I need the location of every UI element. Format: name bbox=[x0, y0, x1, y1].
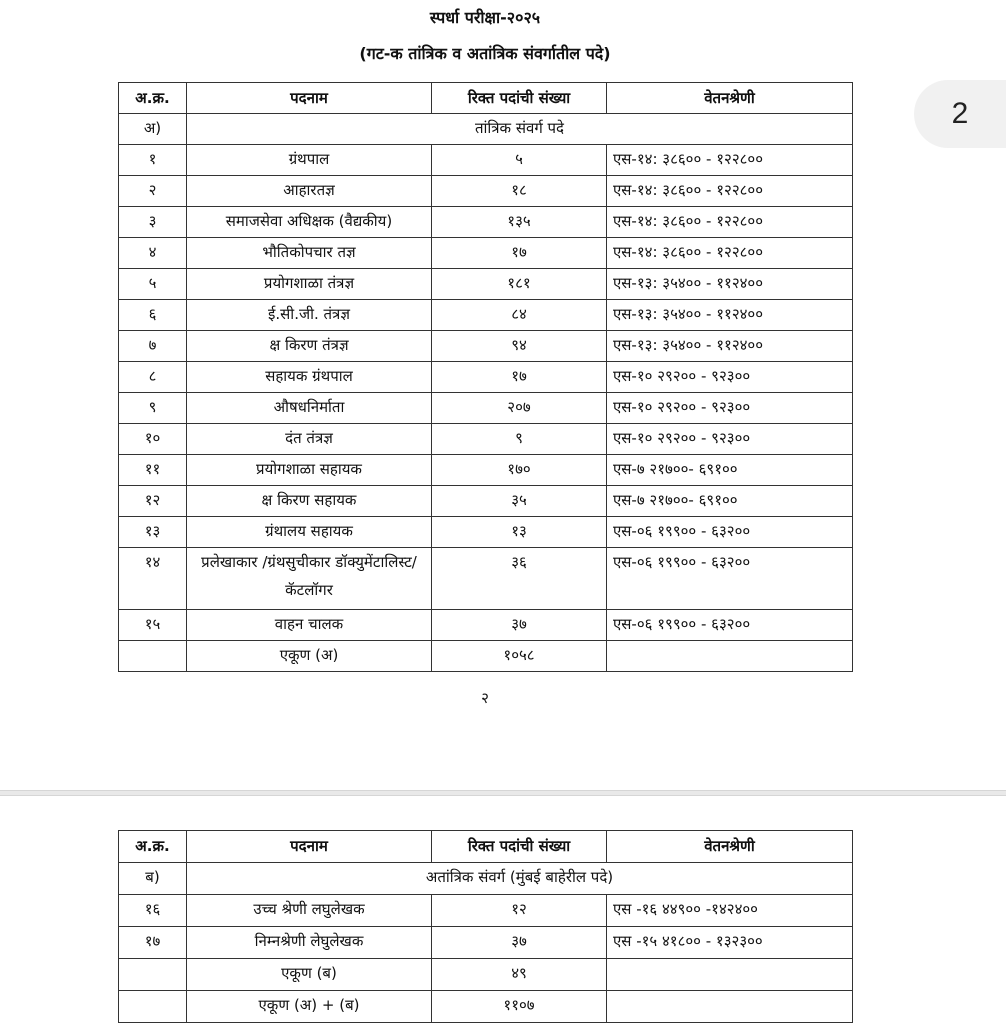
post-name-cell: क्ष किरण सहायक bbox=[187, 486, 432, 517]
table-row bbox=[119, 548, 853, 610]
pay-scale-cell: एस-७ २१७००- ६९१०० bbox=[607, 455, 853, 486]
col-serial: अ.क्र. bbox=[119, 831, 187, 863]
pay-scale-cell: एस-१३: ३५४०० - ११२४०० bbox=[607, 269, 853, 300]
pay-scale-cell: एस-१० २९२०० - ९२३०० bbox=[607, 393, 853, 424]
vacancy-count-cell: १८१ bbox=[432, 269, 607, 300]
table-row bbox=[119, 207, 853, 238]
pay-scale-cell: एस -१५ ४१८०० - १३२३०० bbox=[607, 927, 853, 959]
table-row bbox=[119, 300, 853, 331]
post-name-cell: प्रलेखाकार /ग्रंथसुचीकार डॉक्युमेंटालिस्ट/कॅटलॉगर bbox=[187, 548, 432, 610]
vacancy-count-cell: ३५ bbox=[432, 486, 607, 517]
post-name-cell: निम्नश्रेणी लेघुलेखक bbox=[187, 927, 432, 959]
section-row bbox=[119, 863, 853, 895]
pay-scale-cell: एस-१४: ३८६०० - १२२८०० bbox=[607, 238, 853, 269]
post-name-cell: ई.सी.जी. तंत्रज्ञ bbox=[187, 300, 432, 331]
serial-cell: १२ bbox=[119, 486, 187, 517]
technical-posts-table bbox=[118, 82, 853, 672]
post-name-cell: क्ष किरण तंत्रज्ञ bbox=[187, 331, 432, 362]
post-name-cell: सहायक ग्रंथपाल bbox=[187, 362, 432, 393]
pay-scale-cell: एस-१४: ३८६०० - १२२८०० bbox=[607, 176, 853, 207]
total-row bbox=[119, 641, 853, 672]
vacancy-count-cell: ३७ bbox=[432, 610, 607, 641]
post-name-cell: औषधनिर्माता bbox=[187, 393, 432, 424]
serial-cell: ४ bbox=[119, 238, 187, 269]
post-name-cell: दंत तंत्रज्ञ bbox=[187, 424, 432, 455]
vacancy-count-cell: १७० bbox=[432, 455, 607, 486]
non-technical-posts-table bbox=[118, 830, 853, 1023]
serial-cell: २ bbox=[119, 176, 187, 207]
document-page-2 bbox=[0, 796, 1006, 1024]
serial-cell: ३ bbox=[119, 207, 187, 238]
section-code: अ) bbox=[119, 114, 187, 145]
table-row bbox=[119, 145, 853, 176]
pay-scale-cell: एस-१३: ३५४०० - ११२४०० bbox=[607, 300, 853, 331]
col-post-name: पदनाम bbox=[187, 83, 432, 114]
vacancy-count-cell: २०७ bbox=[432, 393, 607, 424]
pay-scale-cell: एस-१० २९२०० - ९२३०० bbox=[607, 362, 853, 393]
vacancy-count-cell: १७ bbox=[432, 238, 607, 269]
table-row bbox=[119, 517, 853, 548]
post-name-cell: प्रयोगशाळा तंत्रज्ञ bbox=[187, 269, 432, 300]
vacancy-count-cell: १२ bbox=[432, 895, 607, 927]
vacancy-count-cell: ८४ bbox=[432, 300, 607, 331]
table-row bbox=[119, 455, 853, 486]
post-name-cell: उच्च श्रेणी लघुलेखक bbox=[187, 895, 432, 927]
vacancy-count-cell: ३६ bbox=[432, 548, 607, 610]
pay-scale-cell: एस-१० २९२०० - ९२३०० bbox=[607, 424, 853, 455]
section-title: अतांत्रिक संवर्ग (मुंबई बाहेरील पदे) bbox=[187, 863, 853, 895]
table-row bbox=[119, 393, 853, 424]
vacancy-count-cell: १३५ bbox=[432, 207, 607, 238]
grand-total-row bbox=[119, 991, 853, 1023]
vacancy-count-cell: १७ bbox=[432, 362, 607, 393]
total-label: एकूण (ब) bbox=[187, 959, 432, 991]
total-count: ४९ bbox=[432, 959, 607, 991]
pay-scale-cell: एस -१६ ४४९०० -१४२४०० bbox=[607, 895, 853, 927]
table-row bbox=[119, 238, 853, 269]
vacancy-count-cell: १८ bbox=[432, 176, 607, 207]
serial-cell: ९ bbox=[119, 393, 187, 424]
col-pay-scale: वेतनश्रेणी bbox=[607, 83, 853, 114]
page-indicator: 2 bbox=[914, 80, 1006, 148]
col-vacancy-count: रिक्त पदांची संख्या bbox=[432, 831, 607, 863]
serial-cell: ६ bbox=[119, 300, 187, 331]
serial-cell: १३ bbox=[119, 517, 187, 548]
post-name-cell: समाजसेवा अधिक्षक (वैद्यकीय) bbox=[187, 207, 432, 238]
pay-scale-cell: एस-१३: ३५४०० - ११२४०० bbox=[607, 331, 853, 362]
serial-cell: १० bbox=[119, 424, 187, 455]
post-name-cell: भौतिकोपचार तज्ञ bbox=[187, 238, 432, 269]
col-pay-scale: वेतनश्रेणी bbox=[607, 831, 853, 863]
serial-cell: ७ bbox=[119, 331, 187, 362]
table-row bbox=[119, 927, 853, 959]
total-row bbox=[119, 959, 853, 991]
total-label: एकूण (अ) bbox=[187, 641, 432, 672]
table-row bbox=[119, 610, 853, 641]
pay-scale-cell: एस-०६ १९९०० - ६३२०० bbox=[607, 610, 853, 641]
serial-cell: ११ bbox=[119, 455, 187, 486]
table-row bbox=[119, 331, 853, 362]
vacancy-count-cell: ९४ bbox=[432, 331, 607, 362]
serial-cell: १५ bbox=[119, 610, 187, 641]
pay-scale-cell: एस-१४: ३८६०० - १२२८०० bbox=[607, 207, 853, 238]
vacancy-count-cell: १३ bbox=[432, 517, 607, 548]
table-row bbox=[119, 269, 853, 300]
table-header-row bbox=[119, 831, 853, 863]
post-name-cell: ग्रंथपाल bbox=[187, 145, 432, 176]
grand-total-count: ११०७ bbox=[432, 991, 607, 1023]
pay-scale-cell: एस-७ २१७००- ६९१०० bbox=[607, 486, 853, 517]
serial-cell: ५ bbox=[119, 269, 187, 300]
serial-cell: १ bbox=[119, 145, 187, 176]
table-row bbox=[119, 486, 853, 517]
section-row bbox=[119, 114, 853, 145]
table-row bbox=[119, 176, 853, 207]
vacancy-count-cell: ५ bbox=[432, 145, 607, 176]
grand-total-label: एकूण (अ) + (ब) bbox=[187, 991, 432, 1023]
serial-cell: १७ bbox=[119, 927, 187, 959]
post-name-cell: वाहन चालक bbox=[187, 610, 432, 641]
pay-scale-cell: एस-०६ १९९०० - ६३२०० bbox=[607, 517, 853, 548]
table-row bbox=[119, 895, 853, 927]
post-name-cell: प्रयोगशाळा सहायक bbox=[187, 455, 432, 486]
vacancy-count-cell: ९ bbox=[432, 424, 607, 455]
post-name-cell: ग्रंथालय सहायक bbox=[187, 517, 432, 548]
table-row bbox=[119, 362, 853, 393]
pay-scale-cell: एस-१४: ३८६०० - १२२८०० bbox=[607, 145, 853, 176]
document-title: स्पर्धा परीक्षा-२०२५ bbox=[429, 8, 541, 27]
serial-cell: १६ bbox=[119, 895, 187, 927]
table-row bbox=[119, 424, 853, 455]
post-name-cell: आहारतज्ञ bbox=[187, 176, 432, 207]
serial-cell: १४ bbox=[119, 548, 187, 610]
pay-scale-cell: एस-०६ १९९०० - ६३२०० bbox=[607, 548, 853, 610]
vacancy-count-cell: ३७ bbox=[432, 927, 607, 959]
col-vacancy-count: रिक्त पदांची संख्या bbox=[432, 83, 607, 114]
table-header-row bbox=[119, 83, 853, 114]
section-code: ब) bbox=[119, 863, 187, 895]
page-number: २ bbox=[481, 689, 489, 707]
col-serial: अ.क्र. bbox=[119, 83, 187, 114]
col-post-name: पदनाम bbox=[187, 831, 432, 863]
serial-cell: ८ bbox=[119, 362, 187, 393]
document-subtitle: (गट-क तांत्रिक व अतांत्रिक संवर्गातील पदे) bbox=[359, 44, 611, 63]
total-count: १०५८ bbox=[432, 641, 607, 672]
section-title: तांत्रिक संवर्ग पदे bbox=[187, 114, 853, 145]
